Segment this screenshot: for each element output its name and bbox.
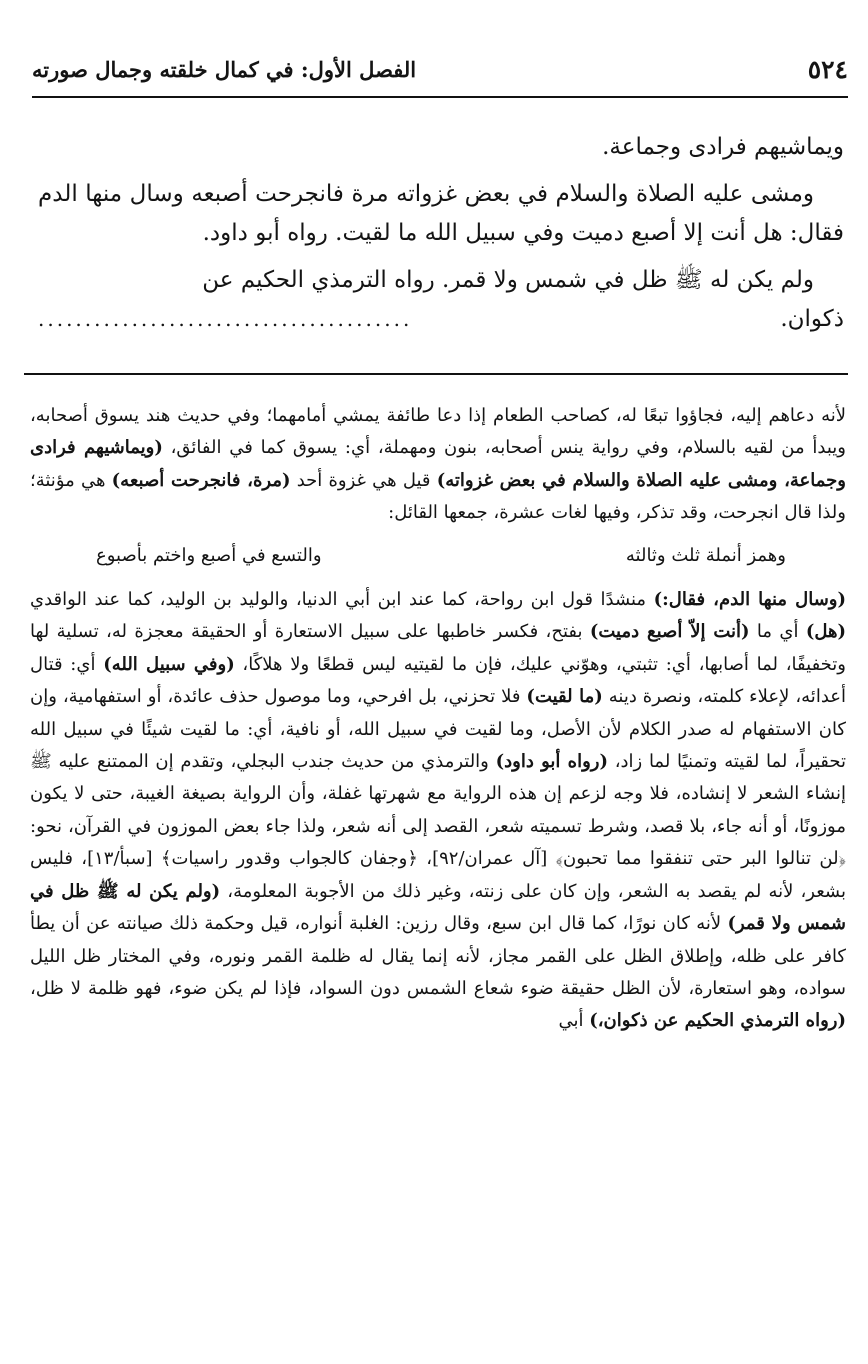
chapter-title: الفصل الأول: في كمال خلقته وجمال صورته bbox=[32, 57, 417, 82]
commentary-text: قيل هي غزوة أحد bbox=[290, 469, 437, 491]
matn-paragraph-3 bbox=[38, 261, 844, 300]
commentary-paragraph-1 bbox=[30, 400, 846, 530]
commentary-text: فلا تحزني، بل افرحي، وما موصول حذف عائدة، أو استفهامية، وإن كان الاستفهام له صدر الكلام لأن الأصل، وما لقيت في سبيل الله، أو نافية، أي: ما لقيت شيئًا في سبيل الله تحقيراً، لما لقيته وتمنيًا لما زاد، bbox=[30, 686, 847, 773]
quoted-matn: (ويماشيهم فرادى وجماعة، ومشى عليه الصلاة والسلام في بعض غزواته) bbox=[30, 437, 846, 491]
quoted-matn: (وسال منها الدم، فقال:) bbox=[653, 589, 846, 611]
quoted-matn: (أنت إلاّ أصبع دميت) bbox=[589, 621, 750, 643]
commentary-text: لأنه دعاهم إليه، فجاؤوا تبعًا له، كصاحب الطعام إذا دعا طائفة يمشي أمامهما؛ وفي حديث هند يسوق أصحابه، ويبدأ من لقيه بالسلام، وفي رواية ينس أصحابه، بنون ومهملة، أي: يسوق كما في الفائق، bbox=[30, 405, 846, 459]
commentary-text: أبي bbox=[558, 1010, 590, 1032]
main-text bbox=[38, 128, 844, 339]
matn-paragraph-3-end: ذكوان. bbox=[780, 306, 844, 332]
quoted-matn: (ولم يكن له ﷺ ظل في شمس ولا قمر) bbox=[30, 880, 846, 935]
verse-first-hemistich: وهمز أنملة ثلث وثالثه bbox=[625, 544, 786, 566]
matn-last-line bbox=[38, 300, 844, 339]
commentary-text: أي ما bbox=[749, 621, 806, 643]
quoted-matn: (مرة، فانجرحت أصبعه) bbox=[111, 469, 291, 491]
commentary bbox=[30, 400, 846, 1038]
commentary-paragraph-2 bbox=[30, 584, 846, 1038]
header-divider bbox=[32, 96, 848, 98]
commentary-text: والترمذي من حديث جندب البجلي، وتقدم إن الممتنع عليه ﷺ إنشاء الشعر لا إنشاده، فلا وجه لزعم إن هذه الرواية مع شهرتها غفلة، وأن الرواية بصيغة الغيبة، حتى لا يكون موزونًا، أو أنه جاء، بلا قصد، وشرط تسميته شعر، القصد إلى أنه شعر، ولذا جاء بعض الموزون في القرآن، نحو: ﴿لن تنالوا البر حتى تنفقوا مما تحبون﴾ [آل عمران/٩٢]، ﴿وجفان كالجواب وقدور راسيات﴾ [سبأ/١٣]، فليس بشعر، لأنه لم يقصد به الشعر، وإن كان على زنته، وغير ذلك من الأجوبة المعلومة، bbox=[30, 751, 846, 902]
quoted-matn: (ما لقيت) bbox=[526, 686, 603, 708]
commentary-text: منشدًا قول ابن رواحة، كما عند ابن أبي الدنيا، والوليد بن الوليد، كما عند الواقدي bbox=[30, 589, 654, 611]
quoted-matn: (رواه أبو داود) bbox=[495, 751, 608, 773]
commentary-text: لأنه كان نورًا، كما قال ابن سبع، وقال رزين: الغلبة أنواره، قيل وحكمة ذلك صيانته عن أن يطأ كافر على ظله، وإطلاق الظل على القمر مجاز، لأنه إنما يقال له ظلمة القمر ونوره، وفي المختار ظل الليل سواده، وهو استعارة، لأن الظل حقيقة ضوء شعاع الشمس دون السواد، فإذا لم يكن ضوء، فهو ظلمة لا ظل، bbox=[30, 913, 846, 999]
commentary-text: هي مؤنثة؛ ولذا قال انجرحت، وقد تذكر، وفيها لغات عشرة، جمعها القائل: bbox=[30, 469, 846, 524]
section-divider bbox=[24, 373, 848, 375]
dot-leader: ........................................ bbox=[38, 307, 413, 331]
matn-paragraph-3-text: ولم يكن له ﷺ ظل في شمس ولا قمر. رواه الترمذي الحكيم عن bbox=[202, 267, 814, 293]
commentary-text: بفتح، فكسر خاطبها على سبيل الاستعارة أو الحقيقة معجزة له، تسلية لها وتخفيفًا، لما أصابها، أي: تثبتي، وهوّني عليك، فإن ما لقيتيه ليس قطعًا ولا هلاكًا، bbox=[30, 621, 846, 675]
quoted-matn: (هل) bbox=[805, 621, 846, 643]
poetry-verse bbox=[30, 536, 846, 576]
matn-paragraph-2: ومشى عليه الصلاة والسلام في بعض غزواته مرة فانجرحت أصبعه وسال منها الدم فقال: هل أنت إلا أصبع دميت وفي سبيل الله ما لقيت. رواه أبو داود. bbox=[38, 181, 844, 246]
verse-second-hemistich: والتسع في أصبع واختم بأصبوع bbox=[96, 544, 322, 566]
quoted-matn: (رواه الترمذي الحكيم عن ذكوان،) bbox=[589, 1010, 846, 1032]
commentary-text: أي: قتال أعدائه، لإعلاء كلمته، ونصرة دينه bbox=[30, 653, 847, 708]
quoted-matn: (وفي سبيل الله) bbox=[103, 653, 235, 675]
matn-paragraph-1: ويماشيهم فرادى وجماعة. bbox=[602, 134, 844, 160]
page-number: ٥٢٤ bbox=[807, 55, 848, 84]
page-header bbox=[32, 55, 848, 95]
